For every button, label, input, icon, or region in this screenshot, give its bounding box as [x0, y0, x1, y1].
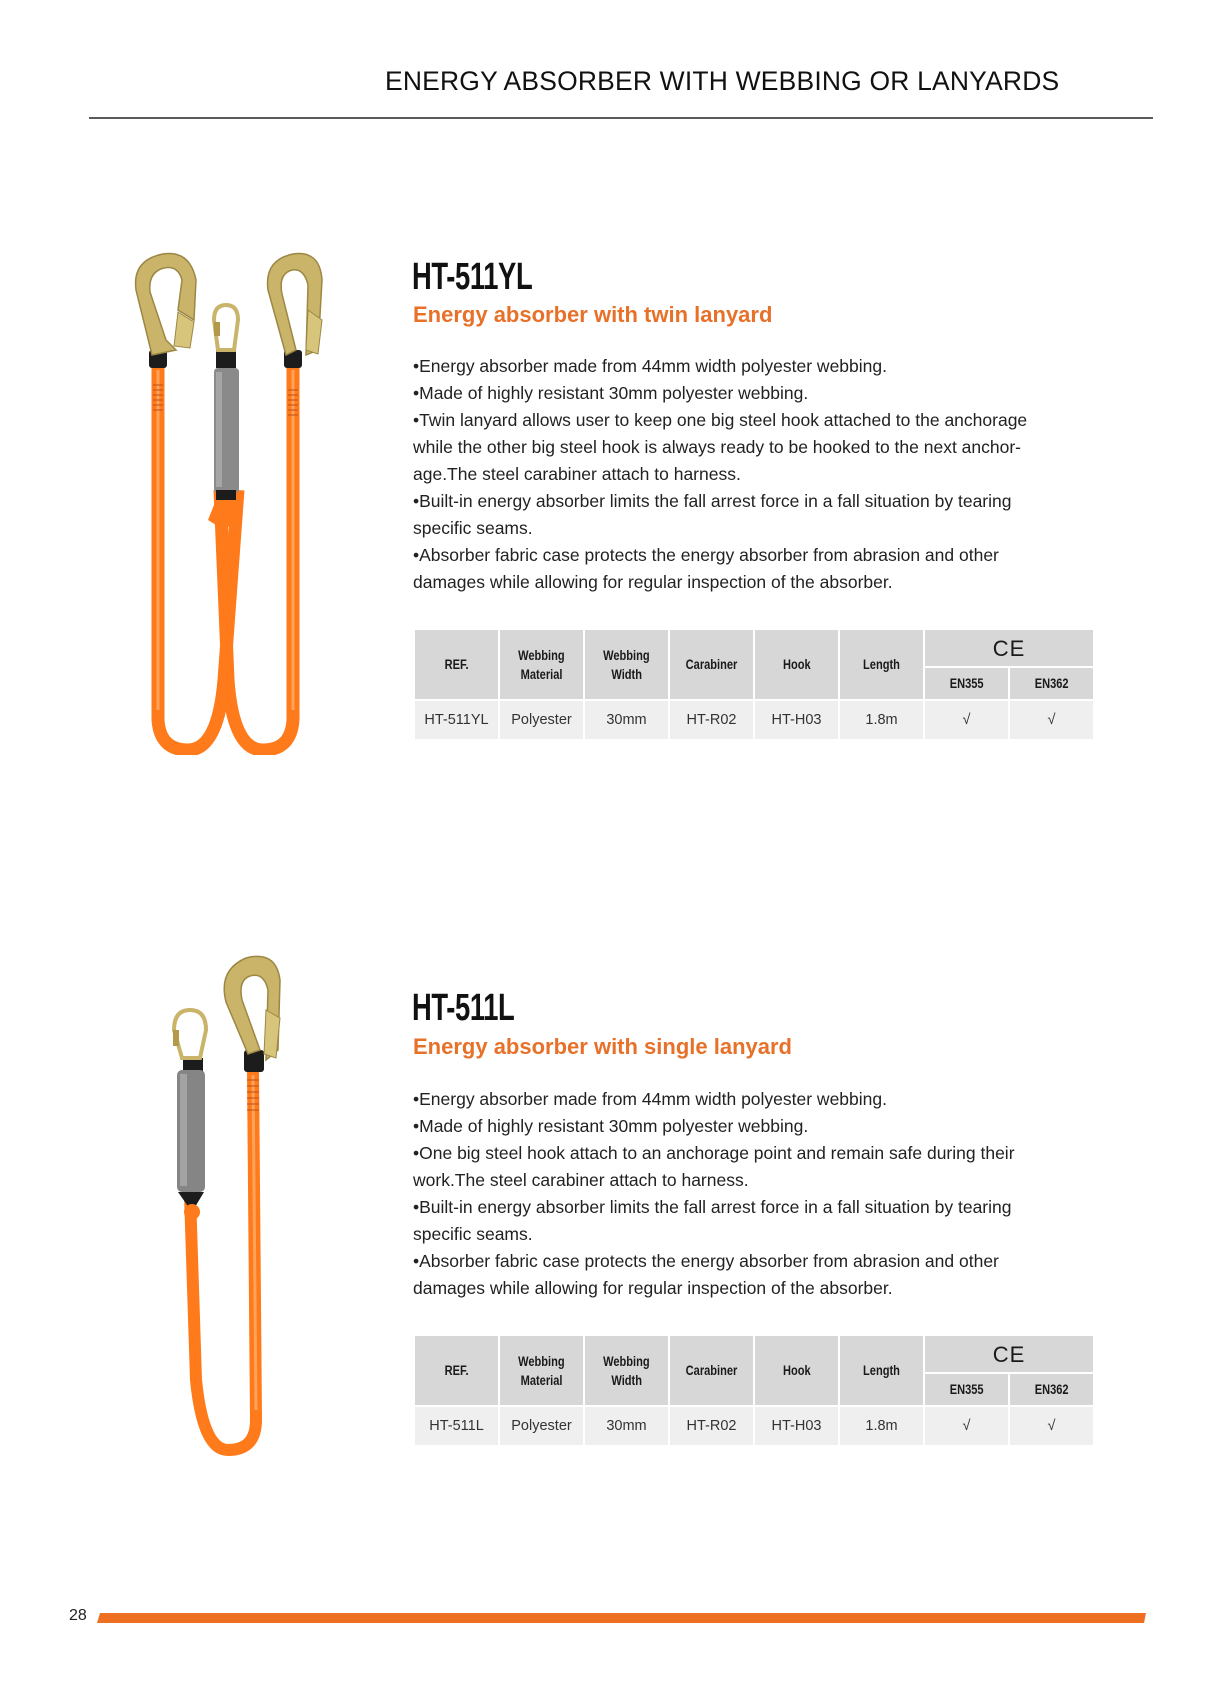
header-length: Length — [840, 1336, 923, 1405]
header-webbing-material: Webbing Material — [500, 1336, 583, 1405]
header-en362: EN362 — [1010, 1374, 1093, 1405]
cell-length: 1.8m — [840, 701, 923, 739]
header-hook: Hook — [755, 1336, 838, 1405]
feature-list — [413, 353, 1113, 596]
feature-line: work.The steel carabiner attach to harness. — [413, 1170, 749, 1190]
cell-en355-check: √ — [925, 1407, 1008, 1445]
header-carabiner: Carabiner — [670, 1336, 753, 1405]
page-number: 28 — [69, 1607, 87, 1624]
cell-en362-check: √ — [1010, 1407, 1093, 1445]
feature-line: •Energy absorber made from 44mm width polyester webbing. — [413, 1089, 887, 1109]
cell-carabiner: HT-R02 — [670, 701, 753, 739]
ce-mark-icon: CE — [925, 630, 1093, 666]
cell-webbing-width: 30mm — [585, 1407, 668, 1445]
feature-line: damages while allowing for regular inspection of the absorber. — [413, 572, 893, 592]
header-en355: EN355 — [925, 1374, 1008, 1405]
spec-table — [413, 1334, 1095, 1447]
cell-ref: HT-511YL — [415, 701, 498, 739]
cell-ref: HT-511L — [415, 1407, 498, 1445]
cell-webbing-material: Polyester — [500, 701, 583, 739]
feature-line: •Twin lanyard allows user to keep one big steel hook attached to the anchorage — [413, 410, 1028, 430]
page-title: ENERGY ABSORBER WITH WEBBING OR LANYARDS — [385, 66, 1060, 96]
header-carabiner: Carabiner — [670, 630, 753, 699]
cell-carabiner: HT-R02 — [670, 1407, 753, 1445]
table-header-row — [415, 1336, 1093, 1372]
cell-en362-check: √ — [1010, 701, 1093, 739]
header-webbing-width: Webbing Width — [585, 630, 668, 699]
spec-table — [413, 628, 1095, 741]
feature-line: •Absorber fabric case protects the energy absorber from abrasion and other — [413, 1251, 999, 1271]
feature-line: •Energy absorber made from 44mm width polyester webbing. — [413, 356, 887, 376]
cell-length: 1.8m — [840, 1407, 923, 1445]
feature-line: •One big steel hook attach to an anchorage point and remain safe during their — [413, 1143, 1015, 1163]
header-hook: Hook — [755, 630, 838, 699]
feature-line: •Built-in energy absorber limits the fall arrest force in a fall situation by tearing — [413, 491, 1012, 511]
feature-line: while the other big steel hook is always ready to be hooked to the next anchor- — [413, 437, 1022, 457]
header-webbing-material: Webbing Material — [500, 630, 583, 699]
table-header-row — [415, 630, 1093, 666]
product-subtitle: Energy absorber with twin lanyard — [413, 302, 773, 327]
header-length: Length — [840, 630, 923, 699]
cell-webbing-material: Polyester — [500, 1407, 583, 1445]
product-subtitle: Energy absorber with single lanyard — [413, 1034, 792, 1059]
ce-mark-icon: CE — [925, 1336, 1093, 1372]
cell-en355-check: √ — [925, 701, 1008, 739]
cell-webbing-width: 30mm — [585, 701, 668, 739]
feature-line: age.The steel carabiner attach to harness. — [413, 464, 741, 484]
feature-line: damages while allowing for regular inspection of the absorber. — [413, 1278, 893, 1298]
twin-lanyard-image — [128, 250, 324, 755]
feature-line: specific seams. — [413, 1224, 533, 1244]
header-ref: REF. — [415, 1336, 498, 1405]
feature-line: •Built-in energy absorber limits the fall arrest force in a fall situation by tearing — [413, 1197, 1012, 1217]
feature-line: specific seams. — [413, 518, 533, 538]
header-en362: EN362 — [1010, 668, 1093, 699]
feature-line: •Made of highly resistant 30mm polyester webbing. — [413, 1116, 809, 1136]
feature-line: •Absorber fabric case protects the energy absorber from abrasion and other — [413, 545, 999, 565]
cell-hook: HT-H03 — [755, 1407, 838, 1445]
header-en355: EN355 — [925, 668, 1008, 699]
cell-hook: HT-H03 — [755, 701, 838, 739]
product-model: HT-511L — [412, 987, 515, 1029]
single-lanyard-image — [168, 950, 283, 1460]
header-ref: REF. — [415, 630, 498, 699]
feature-line: •Made of highly resistant 30mm polyester webbing. — [413, 383, 809, 403]
footer-accent-bar — [97, 1613, 1146, 1623]
table-row — [415, 1407, 1093, 1445]
table-row — [415, 701, 1093, 739]
feature-list — [413, 1086, 1113, 1302]
header-webbing-width: Webbing Width — [585, 1336, 668, 1405]
product-model: HT-511YL — [412, 256, 533, 298]
header-divider — [89, 117, 1153, 119]
